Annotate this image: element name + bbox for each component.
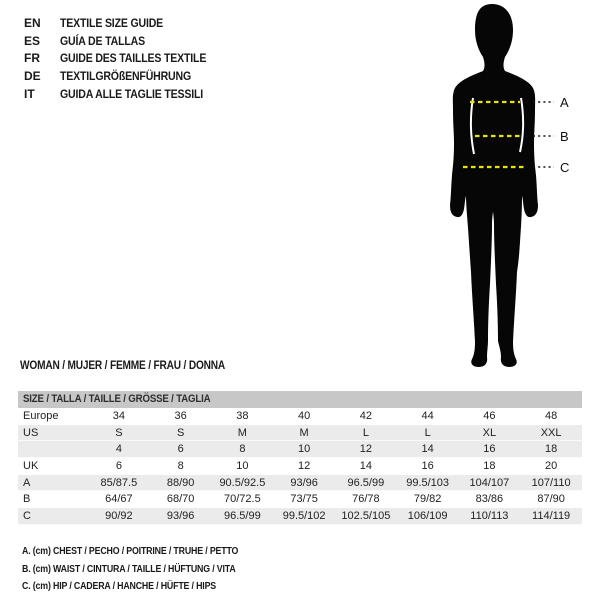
- size-value-cell: 14: [421, 443, 434, 456]
- marker-letter-a: A: [560, 95, 569, 110]
- size-value-cell: 83/86: [475, 493, 504, 506]
- size-value-cell: 8: [239, 443, 246, 456]
- size-value-cell: 96.5/99: [224, 510, 261, 523]
- size-value-cell: 90.5/92.5: [219, 476, 266, 489]
- size-value-cell: S: [176, 426, 185, 439]
- size-value-cell: 106/109: [407, 510, 448, 523]
- language-title-label: GUÍA DE TALLAS: [60, 33, 145, 48]
- size-value-cell: 93/96: [290, 476, 318, 489]
- table-row: [18, 425, 582, 442]
- size-value-cell: 14: [359, 460, 372, 473]
- measure-note-text: A. (cm) CHEST / PECHO / POITRINE / TRUHE / PETTO: [22, 545, 239, 557]
- table-row: [18, 475, 582, 492]
- size-value-cell: 85/87.5: [100, 476, 138, 489]
- size-value-cell: 10: [236, 460, 249, 473]
- row-label: UK: [23, 460, 39, 473]
- size-value-cell: S: [115, 426, 123, 439]
- language-title-label: TEXTILE SIZE GUIDE: [60, 15, 164, 30]
- woman-silhouette: [450, 4, 538, 367]
- size-value-cell: 88/90: [166, 476, 195, 489]
- marker-letter-b: B: [560, 129, 569, 144]
- language-title-label: GUIDE DES TAILLES TEXTILE: [60, 51, 207, 66]
- row-label: Europe: [23, 410, 59, 422]
- size-value-cell: 10: [298, 443, 311, 456]
- table-row: [18, 491, 582, 508]
- size-value-cell: 96.5/99: [347, 476, 385, 489]
- size-value-cell: 68/70: [166, 493, 195, 506]
- size-value-cell: XL: [482, 426, 497, 439]
- size-value-cell: 12: [359, 443, 372, 456]
- table-row: [18, 441, 582, 458]
- measure-note-line: [22, 578, 279, 596]
- language-title-label: TEXTILGRÖßENFÜHRUNG: [60, 69, 192, 84]
- language-code: DE: [24, 69, 41, 84]
- size-value-cell: L: [424, 426, 431, 439]
- row-label: [18, 441, 88, 458]
- size-value-cell: 48: [545, 410, 558, 422]
- size-value-cell: 12: [298, 460, 311, 473]
- measure-note-line: [22, 543, 279, 561]
- language-title-row: [24, 85, 226, 103]
- size-table-header-text: SIZE / TALLA / TAILLE / GRÖSSE / TAGLIA: [23, 393, 211, 405]
- measure-note-line: [22, 561, 279, 579]
- size-value-cell: 102.5/105: [341, 510, 391, 523]
- measure-note-text: C. (cm) HIP / CADERA / HANCHE / HÜFTE / HIPS: [22, 580, 217, 593]
- size-value-cell: 36: [174, 410, 187, 422]
- size-value-cell: 79/82: [413, 493, 442, 506]
- measure-notes: [22, 543, 279, 596]
- size-value-cell: 6: [115, 460, 122, 473]
- measure-note-text: B. (cm) WAIST / CINTURA / TAILLE / HÜFTUNG / VITA: [22, 562, 236, 575]
- size-value-cell: 16: [421, 460, 434, 473]
- language-code: ES: [24, 33, 41, 48]
- woman-silhouette-figure: [430, 0, 600, 380]
- size-value-cell: 73/75: [290, 493, 318, 506]
- table-row: [18, 408, 582, 425]
- size-value-cell: 107/110: [531, 476, 571, 489]
- language-title-row: [24, 14, 226, 32]
- size-value-cell: 64/67: [105, 493, 133, 506]
- size-table-header: [18, 391, 582, 408]
- size-value-cell: 38: [236, 410, 249, 422]
- size-value-cell: 18: [545, 443, 558, 456]
- row-label: US: [23, 426, 39, 439]
- size-value-cell: 8: [177, 460, 184, 473]
- size-value-cell: 18: [483, 460, 496, 473]
- size-value-cell: 20: [545, 460, 558, 473]
- size-value-cell: 4: [115, 443, 122, 456]
- size-value-cell: 44: [421, 410, 434, 422]
- size-value-cell: 42: [359, 410, 372, 422]
- size-value-cell: 46: [483, 410, 496, 422]
- table-row: [18, 458, 582, 475]
- size-value-cell: 16: [483, 443, 496, 456]
- size-value-cell: XXL: [540, 426, 562, 439]
- size-value-cell: 93/96: [166, 510, 195, 523]
- size-value-cell: 6: [177, 443, 184, 456]
- size-value-cell: 99.5/103: [406, 476, 450, 489]
- size-value-cell: 114/119: [532, 510, 571, 523]
- language-title-row: [24, 32, 226, 50]
- language-code: IT: [24, 87, 35, 102]
- size-value-cell: M: [237, 426, 247, 439]
- language-title-label: GUIDA ALLE TAGLIE TESSILI: [60, 87, 204, 102]
- size-value-cell: 90/92: [105, 510, 133, 523]
- size-value-cell: 34: [112, 410, 125, 422]
- table-row: [18, 508, 582, 525]
- language-code: FR: [24, 51, 40, 66]
- marker-letter-c: C: [560, 160, 570, 175]
- size-table-body: [18, 408, 582, 525]
- row-label: B: [23, 493, 31, 506]
- language-title-row: [24, 50, 226, 68]
- size-value-cell: 110/113: [470, 510, 509, 523]
- row-label: C: [23, 510, 31, 523]
- size-value-cell: 87/90: [537, 493, 565, 506]
- size-value-cell: 104/107: [469, 476, 510, 489]
- language-title-row: [24, 67, 226, 85]
- size-value-cell: M: [299, 426, 309, 439]
- size-value-cell: 99.5/102: [282, 510, 326, 523]
- size-value-cell: 70/72.5: [224, 493, 261, 506]
- section-title: [20, 360, 253, 372]
- section-title-text: WOMAN / MUJER / FEMME / FRAU / DONNA: [20, 360, 226, 372]
- size-value-cell: L: [362, 426, 369, 439]
- language-code: EN: [24, 15, 41, 30]
- row-label: A: [23, 476, 31, 489]
- language-title-list: [24, 14, 226, 103]
- size-value-cell: 40: [298, 410, 311, 422]
- size-table: [18, 391, 582, 525]
- size-value-cell: 76/78: [352, 493, 380, 506]
